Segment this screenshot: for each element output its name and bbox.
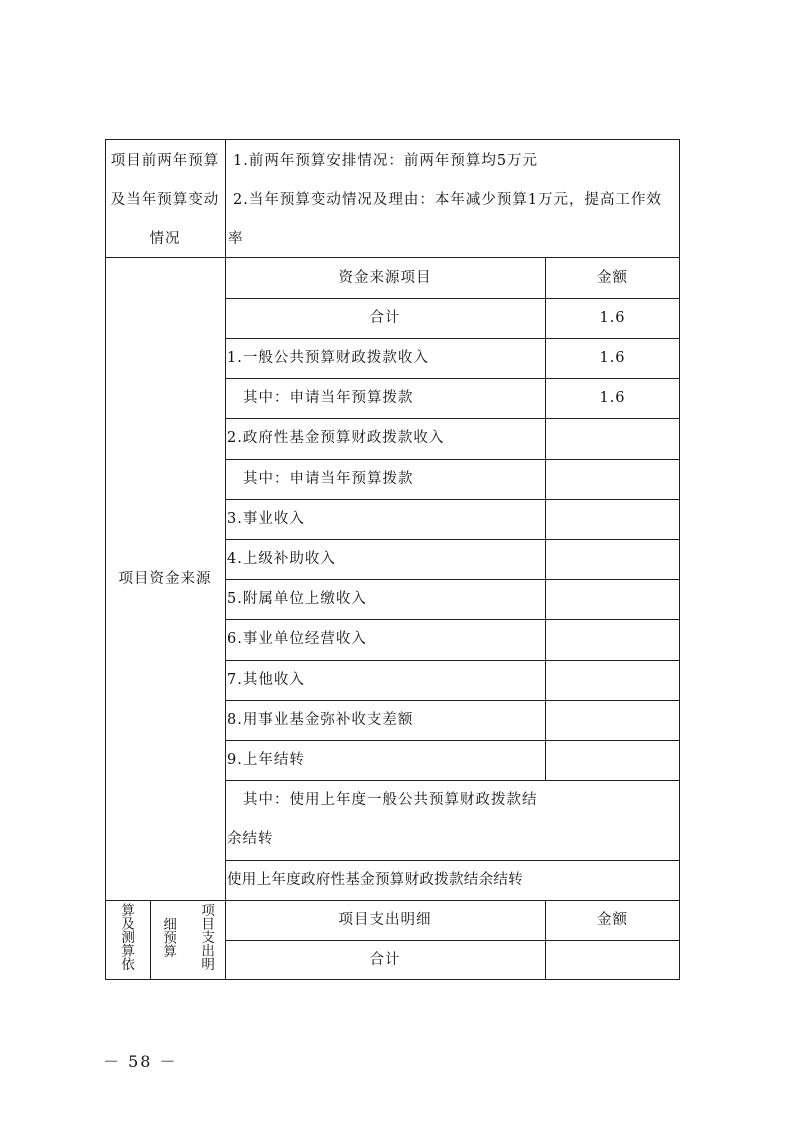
- page-number: － 58 －: [103, 1052, 178, 1071]
- row-divider: [105, 900, 680, 901]
- row-divider: [225, 780, 680, 781]
- expense-header-item: 项目支出明细: [338, 912, 432, 928]
- expense-label-col2: 细预算: [160, 917, 177, 958]
- expense-total-item: 合计: [369, 952, 401, 968]
- funding-label: 项目资金来源: [118, 571, 212, 587]
- row-divider: [225, 499, 680, 500]
- funding-row-item: 6.事业单位经营收入: [227, 631, 367, 647]
- row-divider: [225, 700, 680, 701]
- row-divider: [225, 418, 680, 419]
- carryover-line: 余结转: [227, 831, 274, 847]
- funding-header-amount: 金额: [597, 270, 628, 286]
- row-divider: [225, 298, 680, 299]
- funding-row-amount: 1.6: [599, 350, 626, 366]
- funding-row-item: 8.用事业基金弥补收支差额: [227, 712, 414, 728]
- row-divider: [105, 257, 680, 258]
- section1-label-line: 情况: [149, 231, 181, 247]
- funding-row-item: 3.事业收入: [227, 511, 305, 527]
- funding-row-amount: 1.6: [599, 390, 626, 406]
- expense-label-col1: 算及测算依: [118, 903, 135, 971]
- funding-header-item: 资金来源项目: [338, 270, 432, 286]
- funding-row-item: 7.其他收入: [227, 672, 305, 688]
- row-divider: [225, 378, 680, 379]
- budget-table: [105, 139, 680, 980]
- column-divider: [545, 257, 546, 780]
- expense-header-amount: 金额: [597, 912, 628, 928]
- funding-row-item: 合计: [369, 310, 401, 326]
- funding-row-item: 2.政府性基金预算财政拨款收入: [227, 430, 445, 446]
- column-divider: [545, 900, 546, 980]
- section1-label-line: 项目前两年预算: [110, 153, 220, 169]
- section1-content-line: 2.当年预算变动情况及理由：本年减少预算1万元，提高工作效: [233, 192, 663, 208]
- row-divider: [225, 619, 680, 620]
- carryover-line: 其中：使用上年度一般公共预算财政拨款结: [243, 792, 538, 808]
- row-divider: [225, 740, 680, 741]
- funding-row-amount: 1.6: [599, 310, 626, 326]
- funding-row-item: 4.上级补助收入: [227, 551, 336, 567]
- funding-row-item: 其中：申请当年预算拨款: [243, 471, 414, 487]
- column-divider: [225, 139, 226, 980]
- funding-row-item: 5.附属单位上缴收入: [227, 591, 367, 607]
- row-divider: [225, 660, 680, 661]
- section1-label-line: 及当年预算变动: [110, 192, 220, 208]
- carryover2-item: 使用上年度政府性基金预算财政拨款结余结转: [227, 872, 523, 888]
- row-divider: [225, 338, 680, 339]
- row-divider: [225, 539, 680, 540]
- row-divider: [225, 579, 680, 580]
- funding-row-item: 9.上年结转: [227, 752, 305, 768]
- funding-row-item: 其中：申请当年预算拨款: [243, 390, 414, 406]
- row-divider: [225, 940, 680, 941]
- row-divider: [225, 860, 680, 861]
- section1-content-line: 率: [228, 231, 244, 247]
- expense-label-col3: 项目支出明: [198, 903, 215, 971]
- funding-row-item: 1.一般公共预算财政拨款收入: [227, 350, 429, 366]
- section1-content-line: 1.前两年预算安排情况：前两年预算均5万元: [233, 153, 539, 169]
- row-divider: [225, 459, 680, 460]
- column-divider: [150, 900, 151, 980]
